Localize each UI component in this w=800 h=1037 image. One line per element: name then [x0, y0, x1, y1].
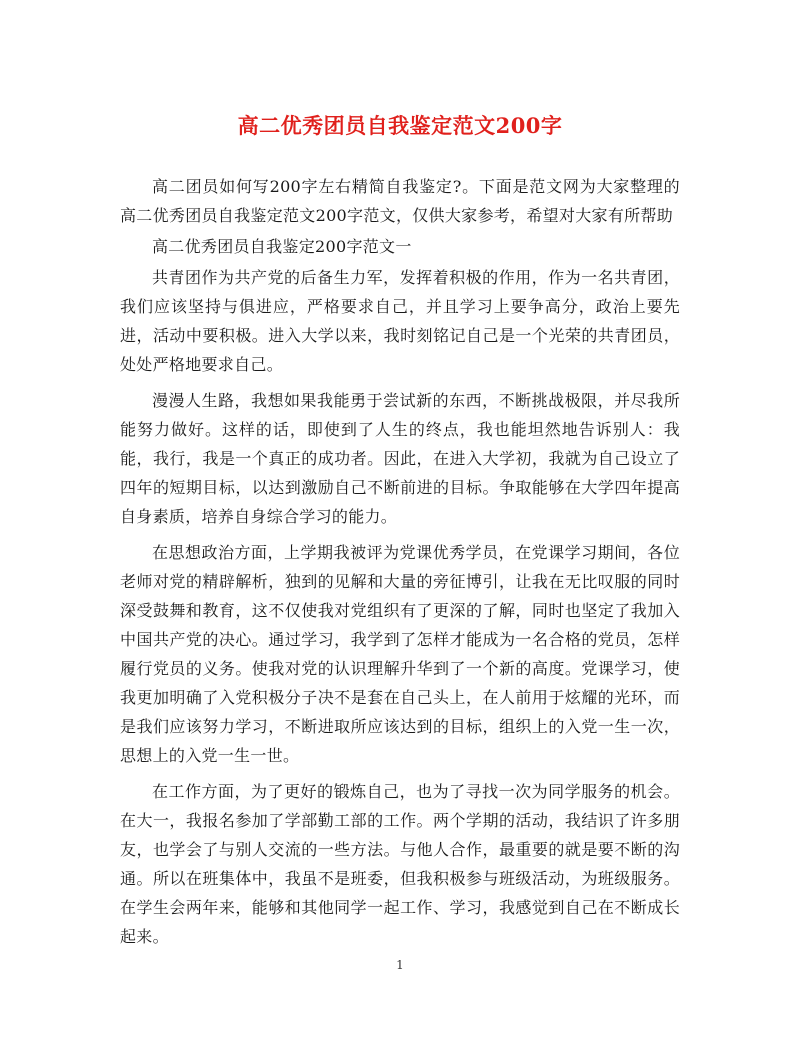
section-heading: 高二优秀团员自我鉴定200字范文一	[152, 237, 412, 256]
body-paragraph: 漫漫人生路，我想如果我能勇于尝试新的东西，不断挑战极限，并尽我所能努力做好。这样的话，即使到了人生的终点，我也能坦然地告诉别人：我能，我行，我是一个真正的成功者。因此，在进入大学初，我就为自己设立了四年的短期目标，以达到激励自己不断前进的目标。争取能够在大学四年提高自身素质，培养自身综合学习的能力。	[120, 391, 680, 526]
body-paragraph: 在工作方面，为了更好的锻炼自己，也为了寻找一次为同学服务的机会。在大一，我报名参加了学部勤工部的工作。两个学期的活动，我结识了许多朋友，也学会了与别人交流的一些方法。与他人合作，最重要的就是要不断的沟通。所以在班集体中，我虽不是班委，但我积极参与班级活动，为班级服务。在学生会两年来，能够和其他同学一起工作、学习，我感觉到自己在不断成长起来。	[120, 782, 680, 946]
body-paragraph: 在思想政治方面，上学期我被评为党课优秀学员，在党课学习期间，各位老师对党的精辟解析，独到的见解和大量的旁征博引，让我在无比叹服的同时深受鼓舞和教育，这不仅使我对党组织有了更深的了解，同时也坚定了我加入中国共产党的决心。通过学习，我学到了怎样才能成为一名合格的党员，怎样履行党员的义务。使我对党的认识理解升华到了一个新的高度。党课学习，使我更加明确了入党积极分子决不是套在自己头上，在人前用于炫耀的光环，而是我们应该努力学习，不断进取所应该达到的目标，组织上的入党一生一次，思想上的入党一生一世。	[120, 543, 680, 765]
intro-paragraph: 高二团员如何写200字左右精简自我鉴定?。下面是范文网为大家整理的高二优秀团员自我鉴定范文200字范文，仅供大家参考，希望对大家有所帮助	[120, 177, 680, 225]
document-title: 高二优秀团员自我鉴定范文200字	[237, 113, 563, 138]
page-number: 1	[396, 958, 404, 972]
body-paragraph: 共青团作为共产党的后备生力军，发挥着积极的作用，作为一名共青团，我们应该坚持与俱进应，严格要求自己，并且学习上要争高分，政治上要先进，活动中要积极。进入大学以来，我时刻铭记自己是一个光荣的共青团员，处处严格地要求自己。	[120, 268, 680, 374]
document-body	[120, 172, 680, 951]
